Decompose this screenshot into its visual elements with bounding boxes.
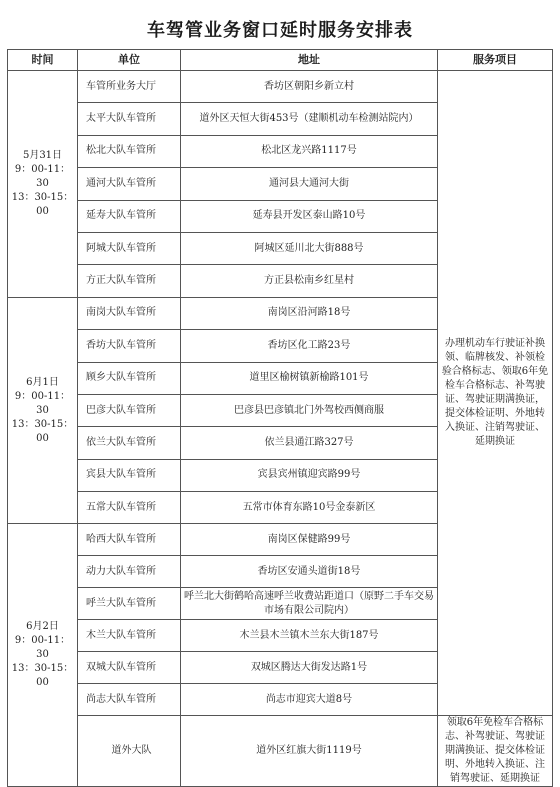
address-cell: 尚志市迎宾大道8号	[181, 684, 438, 716]
address-cell: 道外区天恒大街453号（建顺机动车检测站院内）	[181, 103, 438, 135]
unit-cell: 顾乡大队车管所	[78, 362, 181, 394]
unit-cell: 延寿大队车管所	[78, 200, 181, 232]
header-time: 时间	[8, 50, 78, 71]
unit-cell: 太平大队车管所	[78, 103, 181, 135]
address-cell: 道外区红旗大街1119号	[181, 716, 438, 787]
address-cell: 依兰县通江路327号	[181, 427, 438, 459]
unit-cell: 宾县大队车管所	[78, 459, 181, 491]
unit-cell: 动力大队车管所	[78, 556, 181, 588]
table-row	[8, 71, 553, 103]
address-cell: 南岗区沿河路18号	[181, 297, 438, 329]
unit-cell: 南岗大队车管所	[78, 297, 181, 329]
unit-cell: 香坊大队车管所	[78, 330, 181, 362]
address-cell: 宾县宾州镇迎宾路99号	[181, 459, 438, 491]
address-cell: 五常市体育东路10号金泰新区	[181, 492, 438, 524]
service-cell-last: 领取6年免检车合格标志、补驾驶证、驾驶证期满换证、提交体检证明、外地转入换证、注销驾驶证、延期换证	[438, 716, 553, 787]
address-cell: 阿城区延川北大街888号	[181, 232, 438, 264]
header-service: 服务项目	[438, 50, 553, 71]
unit-cell: 车管所业务大厅	[78, 71, 181, 103]
address-cell: 方正县松南乡红星村	[181, 265, 438, 297]
address-cell: 木兰县木兰镇木兰东大街187号	[181, 620, 438, 652]
address-cell: 道里区榆树镇新榆路101号	[181, 362, 438, 394]
unit-cell: 五常大队车管所	[78, 492, 181, 524]
address-cell: 香坊区朝阳乡新立村	[181, 71, 438, 103]
unit-cell: 阿城大队车管所	[78, 232, 181, 264]
address-cell: 香坊区化工路23号	[181, 330, 438, 362]
header-unit: 单位	[78, 50, 181, 71]
unit-cell: 道外大队	[78, 716, 181, 787]
page-title: 车驾管业务窗口延时服务安排表	[147, 20, 413, 41]
unit-cell: 方正大队车管所	[78, 265, 181, 297]
unit-cell: 呼兰大队车管所	[78, 588, 181, 620]
address-cell: 巴彦县巴彦镇北门外驾校西侧商服	[181, 394, 438, 426]
address-cell: 双城区腾达大街发达路1号	[181, 652, 438, 684]
address-cell: 通河县大通河大街	[181, 168, 438, 200]
unit-cell: 双城大队车管所	[78, 652, 181, 684]
time-cell-jun1: 6月1日 9：00-11：30 13：30-15：00	[8, 297, 78, 524]
address-cell: 呼兰北大街鹤哈高速呼兰收费站距道口（原野二手车交易市场有限公司院内）	[181, 588, 438, 620]
unit-cell: 松北大队车管所	[78, 135, 181, 167]
schedule-table	[7, 49, 553, 787]
unit-cell: 依兰大队车管所	[78, 427, 181, 459]
address-cell: 香坊区安通头道街18号	[181, 556, 438, 588]
header-row	[8, 50, 553, 71]
time-cell-jun2: 6月2日 9：00-11：30 13：30-15：00	[8, 524, 78, 787]
address-cell: 南岗区保健路99号	[181, 524, 438, 556]
header-address: 地址	[181, 50, 438, 71]
unit-cell: 木兰大队车管所	[78, 620, 181, 652]
unit-cell: 尚志大队车管所	[78, 684, 181, 716]
address-cell: 延寿县开发区泰山路10号	[181, 200, 438, 232]
unit-cell: 巴彦大队车管所	[78, 394, 181, 426]
table-row	[8, 716, 553, 787]
unit-cell: 哈西大队车管所	[78, 524, 181, 556]
time-cell-may31: 5月31日 9：00-11：30 13：30-15：00	[8, 71, 78, 298]
unit-cell: 通河大队车管所	[78, 168, 181, 200]
service-cell-main: 办理机动车行驶证补换领、临牌核发、补领检验合格标志、领取6年免检车合格标志、补驾驶证、驾驶证期满换证，提交体检证明、外地转入换证、注销驾驶证、延期换证	[438, 71, 553, 716]
address-cell: 松北区龙兴路1117号	[181, 135, 438, 167]
